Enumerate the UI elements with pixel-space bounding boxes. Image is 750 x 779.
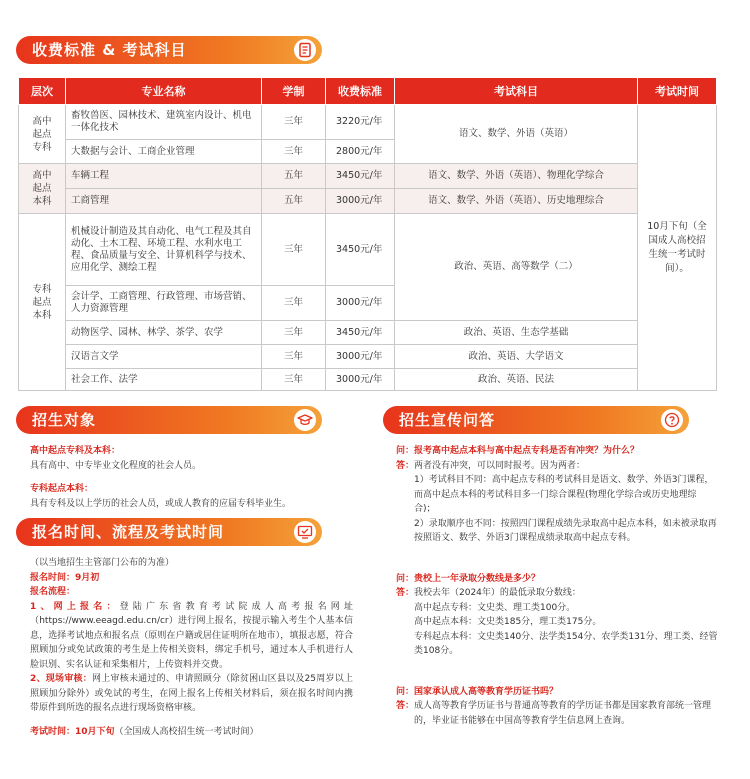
fee-cell: 3450元/年 bbox=[326, 164, 395, 189]
years-cell: 五年 bbox=[262, 164, 326, 189]
years-cell: 三年 bbox=[262, 214, 326, 286]
answer-line: 1）考试科目不同：高中起点专科的考试科目是语文、数学、外语3门课程，而高中起点本科的考试科目多一门综合课程(物理化学综合或历史地理综合)； bbox=[414, 475, 714, 514]
years-cell: 三年 bbox=[262, 286, 326, 321]
fee-cell: 2800元/年 bbox=[326, 140, 395, 164]
header-years: 学制 bbox=[262, 78, 326, 105]
header-level: 层次 bbox=[19, 78, 66, 105]
faq-section-title: 招生宣传问答 bbox=[399, 411, 496, 429]
years-cell: 三年 bbox=[262, 369, 326, 391]
fee-cell: 3000元/年 bbox=[326, 189, 395, 214]
faq-answer-2 bbox=[396, 586, 718, 659]
subjects-cell: 语文、数学、外语（英语）、物理化学综合 bbox=[395, 164, 638, 189]
flow-label: 报名流程： bbox=[30, 587, 76, 597]
table-row bbox=[19, 214, 717, 286]
exam-time-value: 10月下旬 bbox=[75, 726, 115, 737]
answer-label: 答： bbox=[396, 588, 415, 598]
question-text: 国家承认成人高等教育学历证书吗？ bbox=[414, 686, 559, 697]
target-heading-2: 专科起点本科： bbox=[30, 484, 94, 494]
step-1-label: 1、网上报名： bbox=[30, 601, 120, 612]
header-subjects: 考试科目 bbox=[395, 78, 638, 105]
exam-time bbox=[30, 725, 353, 740]
question-icon bbox=[661, 409, 683, 431]
step-2 bbox=[30, 672, 353, 716]
process-section-header bbox=[16, 518, 322, 546]
faq-content bbox=[396, 444, 718, 728]
answer-line: 高中起点专科：文史类、理工类100分。 bbox=[414, 602, 576, 613]
answer-line: 成人高等教育学历证书与普通高等教育的学历证书都是国家教育部统一管理的，毕业证书能够在中国高等教育学生信息网上查询。 bbox=[414, 701, 712, 726]
step-1-text: 登陆广东省教育考试院成人高考报名网址（https://www.eeagd.edu.cn/cr）进行网上报名，按提示输入考生个人基本信息，选择考试地点和报名点（原则在户籍或居住证明所在地市），填报志愿，符合照顾加分或免试政策的考生是上传相关资料，绑定手机号，通过本人手机进行人脸识别、实名认证和采集相片，上传资料并交费。 bbox=[30, 601, 353, 670]
answer-line: 我校去年（2024年）的最低录取分数线： bbox=[414, 588, 581, 598]
years-cell: 三年 bbox=[262, 105, 326, 140]
table-row bbox=[19, 369, 717, 391]
fee-cell: 3450元/年 bbox=[326, 214, 395, 286]
subjects-cell: 语文、数学、外语（英语）、历史地理综合 bbox=[395, 189, 638, 214]
faq-answer-1 bbox=[396, 459, 718, 546]
level-cell: 专科起点本科 bbox=[19, 214, 66, 391]
years-cell: 三年 bbox=[262, 345, 326, 369]
major-cell: 会计学、工商管理、行政管理、市场营销、人力资源管理 bbox=[66, 286, 262, 321]
question-label: 问： bbox=[396, 686, 415, 697]
answer-label: 答： bbox=[396, 701, 415, 711]
subjects-cell: 政治、英语、生态学基础 bbox=[395, 321, 638, 345]
graduation-cap-icon bbox=[294, 409, 316, 431]
target-text-1: 具有高中、中专毕业文化程度的社会人员。 bbox=[30, 460, 202, 471]
subjects-cell: 语文、数学、外语（英语） bbox=[395, 105, 638, 164]
document-icon bbox=[294, 39, 316, 61]
step-2-text: 网上审核未通过的、申请照顾分（除贫困山区县以及25周岁以上照顾加分除外）或免试的考生，在网上报名上传相关材料后，须在报名时间内携带原件到所选的报名点进行现场资格审核。 bbox=[30, 674, 353, 713]
major-cell: 大数据与会计、工商企业管理 bbox=[66, 140, 262, 164]
answer-label: 答： bbox=[396, 460, 415, 471]
step-2-label: 2、现场审核： bbox=[30, 674, 92, 684]
header-major: 专业名称 bbox=[66, 78, 262, 105]
step-1 bbox=[30, 600, 353, 673]
subjects-cell: 政治、英语、民法 bbox=[395, 369, 638, 391]
process-content bbox=[30, 556, 353, 739]
subjects-cell: 政治、英语、大学语文 bbox=[395, 345, 638, 369]
fee-cell: 3000元/年 bbox=[326, 286, 395, 321]
table-row bbox=[19, 189, 717, 214]
years-cell: 三年 bbox=[262, 321, 326, 345]
years-cell: 三年 bbox=[262, 140, 326, 164]
monitor-icon bbox=[294, 521, 316, 543]
major-cell: 汉语言文学 bbox=[66, 345, 262, 369]
target-section-title: 招生对象 bbox=[32, 411, 97, 429]
level-cell: 高中起点专科 bbox=[19, 105, 66, 164]
answer-line: 高中起点本科：文史类185分，理工类175分。 bbox=[414, 617, 602, 627]
answer-line: 2）录取顺序也不同：按照四门课程成绩先录取高中起点本科，如未被录取再按照语文、数学、外语3门课程成绩录取高中起点专科。 bbox=[414, 518, 717, 543]
process-section-title: 报名时间、流程及考试时间 bbox=[32, 523, 225, 541]
registration-time-value: 9月初 bbox=[75, 572, 100, 583]
major-cell: 社会工作、法学 bbox=[66, 369, 262, 391]
subjects-cell: 政治、英语、高等数学（二） bbox=[395, 214, 638, 321]
fee-cell: 3000元/年 bbox=[326, 369, 395, 391]
exam-time-cell: 10月下旬（全国成人高校招生统一考试时间）。 bbox=[638, 105, 717, 391]
fee-table-header bbox=[19, 78, 717, 105]
process-note: （以当地招生主管部门公布的为准） bbox=[30, 558, 175, 568]
answer-line: 两者没有冲突，可以同时报考。因为两者： bbox=[414, 460, 586, 471]
table-row bbox=[19, 164, 717, 189]
header-fee: 收费标准 bbox=[326, 78, 395, 105]
faq-question-1 bbox=[396, 444, 718, 459]
table-row bbox=[19, 321, 717, 345]
exam-time-note: （全国成人高校招生统一考试时间） bbox=[114, 726, 259, 737]
major-cell: 机械设计制造及其自动化、电气工程及其自动化、土木工程、环境工程、水利水电工程、食品质量与安全、计算机科学与技术、应用化学、测绘工程 bbox=[66, 214, 262, 286]
major-cell: 车辆工程 bbox=[66, 164, 262, 189]
header-exam-time: 考试时间 bbox=[638, 78, 717, 105]
fees-section-header bbox=[16, 36, 322, 64]
answer-line: 专科起点本科：文史类140分、法学类154分、农学类131分、理工类、经管类108分。 bbox=[414, 631, 718, 656]
fees-section-title: 收费标准 & 考试科目 bbox=[32, 41, 187, 59]
question-text: 报考高中起点本科与高中起点专科是否有冲突？为什么？ bbox=[414, 446, 640, 456]
target-content bbox=[30, 444, 330, 511]
question-text: 贵校上一年录取分数线是多少？ bbox=[414, 573, 541, 584]
major-cell: 动物医学、园林、林学、茶学、农学 bbox=[66, 321, 262, 345]
major-cell: 畜牧兽医、园林技术、建筑室内设计、机电一体化技术 bbox=[66, 105, 262, 140]
level-cell: 高中起点本科 bbox=[19, 164, 66, 214]
registration-time bbox=[30, 571, 353, 586]
registration-time-label: 报名时间： bbox=[30, 572, 76, 583]
table-row bbox=[19, 345, 717, 369]
target-section-header bbox=[16, 406, 322, 434]
faq-answer-3 bbox=[396, 699, 718, 728]
target-text-2: 具有专科及以上学历的社会人员，或成人教育的应届专科毕业生。 bbox=[30, 498, 292, 509]
table-row bbox=[19, 105, 717, 140]
fee-cell: 3000元/年 bbox=[326, 345, 395, 369]
faq-section-header bbox=[383, 406, 689, 434]
question-label: 问： bbox=[396, 573, 415, 584]
faq-question-2 bbox=[396, 572, 718, 587]
fee-table bbox=[18, 77, 717, 391]
question-label: 问： bbox=[396, 446, 415, 456]
faq-question-3 bbox=[396, 685, 718, 700]
fee-cell: 3220元/年 bbox=[326, 105, 395, 140]
target-heading-1: 高中起点专科及本科： bbox=[30, 446, 121, 456]
fee-cell: 3450元/年 bbox=[326, 321, 395, 345]
exam-time-label: 考试时间： bbox=[30, 726, 76, 737]
major-cell: 工商管理 bbox=[66, 189, 262, 214]
years-cell: 五年 bbox=[262, 189, 326, 214]
